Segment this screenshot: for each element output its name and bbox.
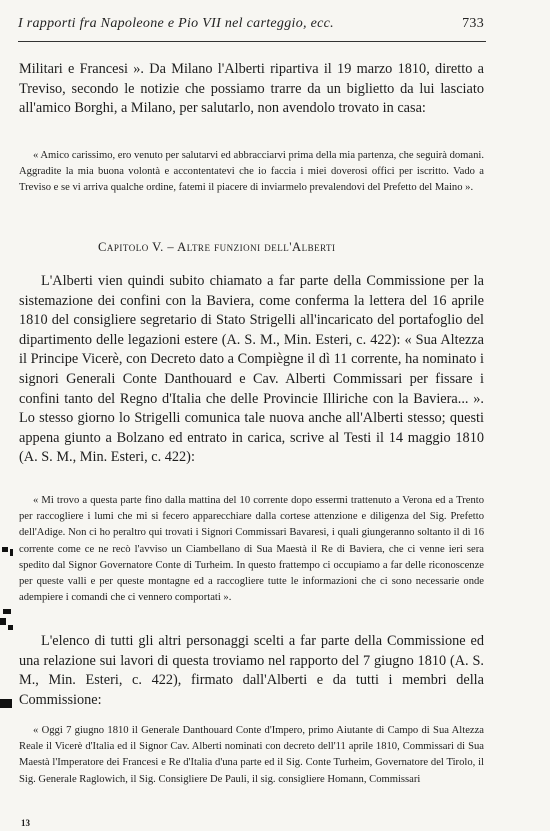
chapter-heading: Capitolo V. – Altre funzioni dell'Alberti xyxy=(98,240,336,254)
scan-mark xyxy=(8,625,13,630)
page-number: 733 xyxy=(462,16,484,31)
body-paragraph-2: L'Alberti vien quindi subito chiamato a far parte della Commissione per la sistemazione dei confini con la Baviera, come conferma la lettera del 16 aprile 1810 del consigliere segretario di Stato Strigelli all'incaricato del portafoglio del dipartimento delle legazioni estere (A. S. M., Min. Esteri, c. 422): « Sua Altezza il Principe Vicerè, con Decreto dato a Compiègne il dì 11 corrente, ha nominato i signori Generali Conte Danthouard e Cav. Alberti Commissari per fissare i confini tanto del Regno d'Italia che delle Provincie Illiriche con la Baviera... ». Lo stesso giorno lo Strigelli comunica tale nuova anche all'Alberti stesso; questi appena giunto a Bolzano ed entrato in carica, scrive al Testi il 14 maggio 1810 (A. S. M., Min. Esteri, c. 422): xyxy=(19,273,484,466)
intro-paragraph: Militari e Francesi ». Da Milano l'Alberti ripartiva il 19 marzo 1810, diretto a Treviso, secondo le notizie che possiamo trarre da un biglietto da lui lasciato all'amico Borghi, a Milano, per salutarlo, non avendolo trovato in casa: xyxy=(19,61,484,117)
scan-mark xyxy=(10,549,13,556)
running-title: I rapporti fra Napoleone e Pio VII nel carteggio, ecc. xyxy=(18,16,334,31)
quote-block-3: « Oggi 7 giugno 1810 il Generale Danthouard Conte d'Impero, primo Aiutante di Campo di Sua Altezza Reale il Vicerè d'Italia ed il Signor Cav. Alberti nominati con decreto dell'11 aprile 1810, Commissari di Sua Maestà l'Imperatore dei Francesi e Re d'Italia d'una parte ed il Sig. Conte Turheim, Governatore del Tirolo, il Sig. Generale Raglowich, il Sig. Consigliere De Pauli, il sig. consigliere Homann, Commissari xyxy=(19,725,484,785)
scan-mark xyxy=(0,618,6,625)
signature-mark: 13 xyxy=(21,818,30,828)
scan-mark xyxy=(2,547,8,552)
body-paragraph-3: L'elenco di tutti gli altri personaggi scelti a far parte della Commissione ed una relazione sui lavori di questa troviamo nel rapporto del 7 giugno 1810 (A. S. M., Min. Esteri, c. 422), firmato dall'Alberti e da tutti i membri della Commissione: xyxy=(19,633,484,708)
scan-mark xyxy=(3,609,11,614)
quote-block-2: « Mi trovo a questa parte fino dalla mattina del 10 corrente dopo essermi trattenuto a Verona ed a Trento per raccogliere i lumi che mi si fecero apparecchiare dalla cortese attenzione e diligenza del Sig. Prefetto dell'Adige. Non ci ho peraltro qui trovati i Signori Commissari Bavaresi, i quali giungeranno soltanto il dì 16 corrente come ce ne recò l'avviso un Ciambellano di Sua Maestà il Re di Baviera, che ci venne ieri sera spedito dal Signor Governatore Conte di Turheim. In questo frattempo ci occupiamo a far delle riconoscenze per queste valli e per queste montagne ed a raccogliere tutte le informazioni che ci sono necessarie onde adempiere i comandi che ci vennero comportati ». xyxy=(19,495,484,604)
header-rule xyxy=(18,41,486,42)
quote-block-1: « Amico carissimo, ero venuto per salutarvi ed abbracciarvi prima della mia partenza, che seguirà domani. Aggradite la mia buona volontà e accontentatevi che io faccia i miei doverosi offici per iscritto. Vado a Treviso e se vi arriva qualche ordine, fatemi il piacere di inviarmelo prevalendovi del Prefetto del Maino ». xyxy=(19,150,484,194)
running-header xyxy=(18,16,484,32)
scan-mark xyxy=(0,699,12,708)
